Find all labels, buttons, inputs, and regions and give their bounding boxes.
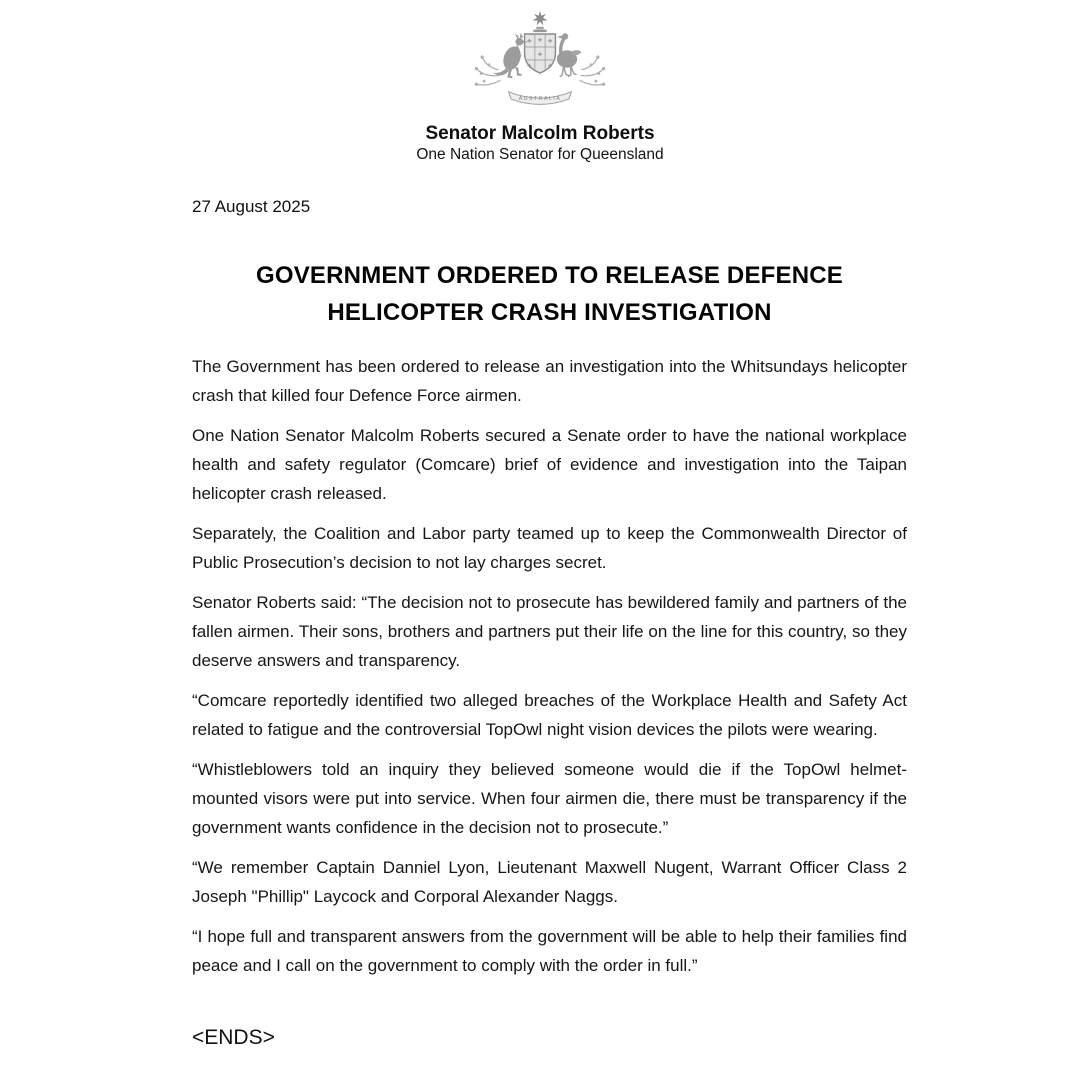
banner-text: AUSTRALIA [518, 96, 562, 103]
shield-icon [525, 34, 556, 73]
australian-coat-of-arms-icon [465, 8, 615, 114]
paragraph: “I hope full and transparent answers from the government will be able to help their families find peace and I call on the government to comply with the order in full.” [192, 927, 907, 975]
letterhead [0, 8, 1080, 164]
headline-line-1: GOVERNMENT ORDERED TO RELEASE DEFENCE [255, 262, 844, 289]
senator-role: One Nation Senator for Queensland [416, 146, 664, 163]
paragraph: “We remember Captain Danniel Lyon, Lieutenant Maxwell Nugent, Warrant Officer Class 2 Joseph "Phillip" Laycock and Corporal Alexander Naggs. [192, 858, 907, 906]
emu-icon [557, 33, 582, 76]
headline-line-2: HELICOPTER CRASH INVESTIGATION [327, 298, 772, 326]
paragraph: “Whistleblowers told an inquiry they believed someone would die if the TopOwl helmet-mounted visors were put into service. When four airmen die, there must be transparency if the government wants confidence in the decision not to prosecute.” [192, 760, 907, 837]
senator-name: Senator Malcolm Roberts [425, 123, 655, 144]
paragraph: “Comcare reportedly identified two alleged breaches of the Workplace Health and Safety Act related to fatigue and the controversial TopOwl night vision devices the pilots were wearing. [192, 691, 907, 739]
paragraph: The Government has been ordered to release an investigation into the Whitsundays helicopter crash that killed four Defence Force airmen. [192, 357, 907, 405]
commonwealth-star-icon [532, 11, 547, 26]
ends-marker: <ENDS> [192, 1026, 275, 1049]
headline [192, 258, 907, 331]
banner-ribbon-icon [509, 92, 572, 105]
paragraph-list [192, 352, 907, 980]
date: 27 August 2025 [192, 197, 311, 216]
document-content [192, 195, 907, 1050]
paragraph: One Nation Senator Malcolm Roberts secured a Senate order to have the national workplace health and safety regulator (Comcare) brief of evidence and investigation into the Taipan helicopter crash released. [192, 426, 907, 503]
paragraph: Senator Roberts said: “The decision not to prosecute has bewildered family and partners of the fallen airmen. Their sons, brothers and partners put their life on the line for this country, so they deserve answers and transparency. [192, 593, 907, 670]
paragraph: Separately, the Coalition and Labor party teamed up to keep the Commonwealth Director of Public Prosecution’s decision to not lay charges secret. [192, 524, 907, 572]
kangaroo-icon [493, 33, 528, 79]
